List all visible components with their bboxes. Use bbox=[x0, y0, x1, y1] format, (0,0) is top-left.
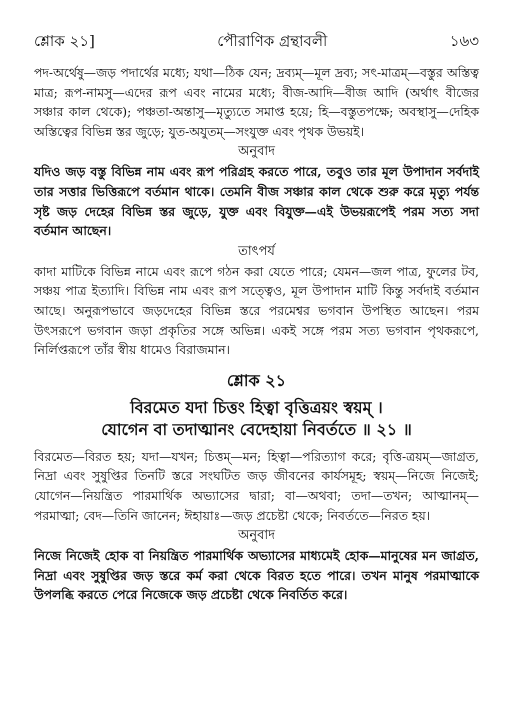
verse-heading: শ্লোক ২১ bbox=[226, 370, 287, 390]
verse-line-2: যোগেন বা তদাত্মানং বেদেহায়া নিবর্ততে ॥ ২১ ॥ bbox=[101, 419, 412, 439]
translation-heading-verse-21: অনুবাদ bbox=[238, 528, 275, 544]
synonyms-previous-verse: পদ-অর্থেষু—জড় পদার্থের মধ্যে; যথা—ঠিক যেন; দ্রব্যম্—মূল দ্রব্য; সৎ-মাত্রম্—বস্তুর অস্তিত্ব মাত্র; রূপ-নামসু—এদের রূপ এবং নামের মধ্যে; বীজ-আদি—বীজ আদি (অর্থাৎ বীজের সঞ্চার কাল থেকে); পঞ্চতা-অন্তাসু—মৃত্যুতে সমাপ্ত হয়ে; হি—বস্তুতপক্ষে; অবস্থাসু—দেহিক অস্তিত্বের বিভিন্ন স্তর জুড়ে; যুত-অযুতম্—সংযুক্ত এবং পৃথক উভয়ই। bbox=[34, 65, 479, 139]
translation-verse-21: নিজে নিজেই হোক বা নিয়ন্ত্রিত পারমার্থিক অভ্যাসের মাধ্যমেই হোক—মানুষের মন জাগ্রত, নিদ্রা এবং সুষুপ্তির জড় স্তরে কর্ম করা থেকে বিরত হতে পারে। তখন মানুষ পরমাত্মাকে উপলব্ধি করতে পেরে নিজেকে জড় প্রচেষ্টা থেকে নিবর্তিত করে। bbox=[34, 548, 479, 603]
book-title: পৌরাণিক গ্রন্থাবলী bbox=[217, 32, 328, 50]
translation-heading: অনুবাদ bbox=[238, 144, 275, 160]
page-number: ১৬৩ bbox=[449, 32, 479, 50]
chapter-reference: শ্লোক ২১] bbox=[34, 32, 95, 50]
verse-line-1: বিরমেত যদা চিত্তং হিত্বা বৃত্তিত্রয়ং স্বয়ম্ । bbox=[130, 397, 383, 417]
purport-heading: তাৎপর্য bbox=[238, 243, 275, 259]
page-header bbox=[34, 30, 479, 55]
translation-previous-verse: যদিও জড় বস্তু বিভিন্ন নাম এবং রূপ পরিগ্রহ করতে পারে, তবুও তার মূল উপাদান সর্বদাই তার সত্তার ভিত্তিরূপে বর্তমান থাকে। তেমনি বীজ সঞ্চার কাল থেকে শুরু করে মৃত্যু পর্যন্ত সৃষ্ট জড় দেহের বিভিন্ন স্তর জুড়ে, যুক্ত এবং বিযুক্ত—এই উভয়রূপেই পরম সত্য সদা বর্তমান আছেন। bbox=[34, 164, 479, 239]
purport-text: কাদা মাটিকে বিভিন্ন নামে এবং রূপে গঠন করা যেতে পারে; যেমন—জল পাত্র, ফুলের টব, সঞ্চয় পাত্র ইত্যাদি। বিভিন্ন নাম এবং রূপ সত্ত্বেও, মূল উপাদান মাটি কিন্তু সর্বদাই বর্তমান আছে। অনুরূপভাবে জড়দেহের বিভিন্ন স্তরে পরমেশ্বর ভগবান উপস্থিত আছেন। পরম উৎসরূপে ভগবান জড়া প্রকৃতির সঙ্গে অভিন্ন। একই সঙ্গে পরম সত্য ভগবান পৃথকরূপে, নির্লিপ্তরূপে তাঁর স্বীয় ধামেও বিরাজমান। bbox=[34, 263, 479, 358]
synonyms-verse-21: বিরমেত—বিরত হয়; যদা—যখন; চিত্তম্—মন; হিত্বা—পরিত্যাগ করে; বৃত্তি-ত্রয়ম্—জাগ্রত, নিদ্রা এবং সুষুপ্তির তিনটি স্তরে সংঘটিত জড় জীবনের কার্যসমূহ; স্বয়ম্—নিজে নিজেই; যোগেন—নিয়ন্ত্রিত পারমার্থিক অভ্যাসের দ্বারা; বা—অথবা; তদা—তখন; আত্মানম্—পরমাত্মা; বেদ—তিনি জানেন; ঈহায়াঃ—জড় প্রচেষ্টা থেকে; নিবর্ততে—নিরত হয়। bbox=[34, 448, 479, 523]
